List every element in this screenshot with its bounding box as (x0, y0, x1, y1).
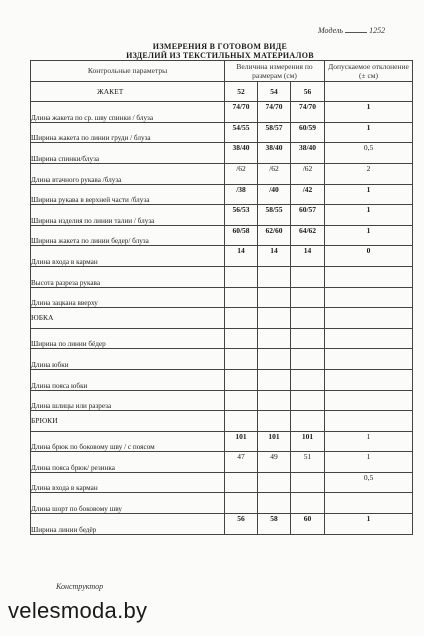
row-value: 14 (258, 246, 291, 267)
table-row (31, 349, 413, 370)
model-value: 1252 (369, 26, 386, 35)
row-value: 49 (258, 452, 291, 473)
table-row (31, 205, 413, 226)
row-value (225, 493, 258, 514)
row-value (258, 493, 291, 514)
table-row (31, 225, 413, 246)
row-tolerance: 1 (325, 205, 413, 226)
table-row (31, 266, 413, 287)
row-value: 58/57 (258, 122, 291, 143)
table-row (31, 328, 413, 349)
section-skirt: ЮБКА (31, 308, 225, 329)
row-param: Длина входа в карман (31, 472, 225, 493)
row-value (258, 287, 291, 308)
jacket-sizes-row (31, 81, 413, 102)
row-tolerance (325, 266, 413, 287)
row-value (225, 266, 258, 287)
size-54: 54 (258, 81, 291, 102)
header-value: Величина измерения по размерам (см) (225, 61, 325, 82)
row-value (225, 287, 258, 308)
row-value: 38/40 (225, 143, 258, 164)
row-value: 14 (291, 246, 325, 267)
table-row (31, 102, 413, 123)
row-value (291, 493, 325, 514)
row-tolerance: 1 (325, 184, 413, 205)
row-tolerance: 0,5 (325, 472, 413, 493)
row-value: /62 (258, 163, 291, 184)
table-row (31, 122, 413, 143)
row-value: 64/62 (291, 225, 325, 246)
row-value: 74/70 (291, 102, 325, 123)
table-row (31, 287, 413, 308)
section-jacket: ЖАКЕТ (31, 81, 225, 102)
row-value: 56 (225, 514, 258, 535)
tolerance-empty (325, 81, 413, 102)
row-param: Длина втачного рукава /блуза (31, 163, 225, 184)
model-number (318, 26, 385, 35)
site-watermark: velesmoda.by (8, 598, 148, 623)
size-52: 52 (225, 81, 258, 102)
row-tolerance: 0 (325, 246, 413, 267)
table-row (31, 514, 413, 535)
table-row (31, 143, 413, 164)
row-param: Ширина жакета по линии бедер/ блуза (31, 225, 225, 246)
table-row (31, 163, 413, 184)
row-value: /62 (291, 163, 325, 184)
row-param: Ширина изделия по линии талии / блуза (31, 205, 225, 226)
row-value: 60/58 (225, 225, 258, 246)
table-header-row (31, 61, 413, 82)
row-tolerance: 1 (325, 514, 413, 535)
row-param: Длина шорт по боковому шву (31, 493, 225, 514)
row-param: Ширина по линии бёдер (31, 328, 225, 349)
row-tolerance: 2 (325, 163, 413, 184)
row-tolerance (325, 287, 413, 308)
row-value: /62 (225, 163, 258, 184)
row-value: /42 (291, 184, 325, 205)
row-value: 38/40 (291, 143, 325, 164)
row-param: Ширина жакета по линии груди / блуза (31, 122, 225, 143)
row-param: Длина пояса юбки (31, 369, 225, 390)
constructor-signature-line: Конструктор (56, 582, 104, 591)
row-value (291, 472, 325, 493)
row-tolerance: 1 (325, 431, 413, 452)
table-row (31, 493, 413, 514)
row-value (225, 472, 258, 493)
row-value: 60/59 (291, 122, 325, 143)
row-tolerance: 1 (325, 452, 413, 473)
document-title: ИЗМЕРЕНИЯ В ГОТОВОМ ВИДЕ (152, 42, 288, 51)
row-param: Ширина спинки/блуза (31, 143, 225, 164)
section-row (31, 308, 413, 329)
row-param: Ширина линии бедёр (31, 514, 225, 535)
table-row (31, 472, 413, 493)
section-trousers: БРЮКИ (31, 411, 225, 432)
row-tolerance: 1 (325, 122, 413, 143)
row-value (258, 266, 291, 287)
row-value: 74/70 (258, 102, 291, 123)
row-value: 38/40 (258, 143, 291, 164)
row-param: Длина входа в карман (31, 246, 225, 267)
table-row (31, 431, 413, 452)
row-value: 74/70 (225, 102, 258, 123)
row-value: 51 (291, 452, 325, 473)
row-tolerance: 1 (325, 225, 413, 246)
table-row (31, 369, 413, 390)
document-subtitle: ИЗДЕЛИЙ ИЗ ТЕКСТИЛЬНЫХ МАТЕРИАЛОВ (126, 51, 314, 60)
row-tolerance: 0,5 (325, 143, 413, 164)
row-param: Высота разреза рукава (31, 266, 225, 287)
row-value (291, 287, 325, 308)
row-tolerance: 1 (325, 102, 413, 123)
row-param: Длина пояса брюк/ резинка (31, 452, 225, 473)
row-value (291, 266, 325, 287)
row-param: Длина юбки (31, 349, 225, 370)
table-row (31, 390, 413, 411)
size-56: 56 (291, 81, 325, 102)
header-tolerance: Допускаемое отклонение (± см) (325, 61, 413, 82)
row-value (258, 472, 291, 493)
row-param: Длина брюк по боковому шву / с поясом (31, 431, 225, 452)
header-params: Контрольные параметры (31, 61, 225, 82)
section-row (31, 411, 413, 432)
row-param: Длина жакета по ср. шву спинки / блуза (31, 102, 225, 123)
table-row (31, 452, 413, 473)
row-param: Длина шлицы или разреза (31, 390, 225, 411)
row-tolerance (325, 493, 413, 514)
measurements-table (30, 60, 413, 535)
row-value: 47 (225, 452, 258, 473)
row-value: 62/60 (258, 225, 291, 246)
row-value: 58 (258, 514, 291, 535)
row-value: 60/57 (291, 205, 325, 226)
row-value: /40 (258, 184, 291, 205)
row-param: Ширина рукава в верхней части /блуза (31, 184, 225, 205)
row-value: 60 (291, 514, 325, 535)
table-row (31, 184, 413, 205)
row-value: 14 (225, 246, 258, 267)
row-param: Длина зацкана вверху (31, 287, 225, 308)
row-value: 54/55 (225, 122, 258, 143)
row-value: 58/55 (258, 205, 291, 226)
row-value: /38 (225, 184, 258, 205)
row-value: 101 (258, 431, 291, 452)
model-label: Модель (318, 26, 344, 35)
table-row (31, 246, 413, 267)
row-value: 101 (291, 431, 325, 452)
row-value: 101 (225, 431, 258, 452)
row-value: 56/53 (225, 205, 258, 226)
